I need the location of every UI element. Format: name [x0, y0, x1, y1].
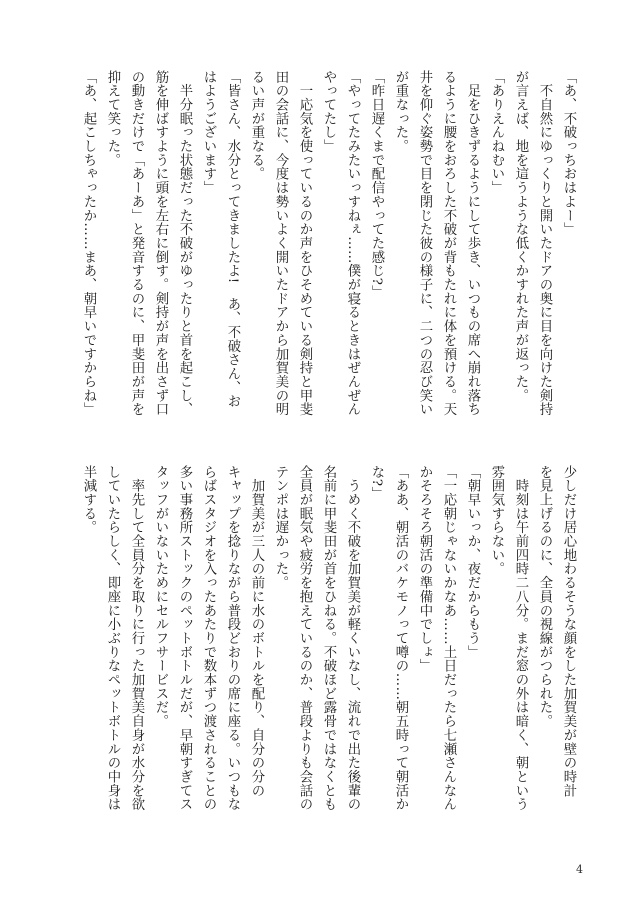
text-column: 「皆さん、水分とってきましたよ! あ、不破さん、お	[225, 70, 240, 409]
text-column: テンポは遅かった。	[273, 465, 288, 590]
text-column: 半減する。	[81, 465, 96, 535]
text-column: キャップを捻りながら普段どおりの席に座る。いつもな	[225, 465, 240, 812]
text-column: が重なった。	[393, 70, 408, 154]
text-column: 「あ、起こしちゃったか……まあ、朝早いですからね」	[81, 70, 96, 417]
text-column: 時刻は午前四時二八分。まだ窓の外は暗く、朝という	[513, 465, 528, 812]
text-column: 一応気を使っているのか声をひそめている剣持と甲斐	[297, 70, 312, 417]
text-column: るように腰をおろした不破が背もたれに体を預ける。天	[441, 70, 456, 417]
text-column: 「ありえんねむい」	[489, 70, 504, 195]
text-column: かそろそろ朝活の準備中でしょ」	[417, 465, 432, 673]
text-column: な?」	[369, 465, 384, 501]
text-column: の動きだけで「あーあ」と発音するのに、甲斐田が声を	[129, 70, 144, 417]
text-column: うめく不破を加賀美が軽くいなし、流れで出た後輩の	[345, 465, 360, 812]
text-column: 名前に甲斐田が首をひねる。不破ほど露骨ではなくとも	[321, 465, 336, 812]
text-column: 雰囲気すらない。	[489, 465, 504, 576]
bottom-text-block	[70, 465, 580, 845]
text-column: 抑えて笑った。	[105, 70, 120, 167]
page-number: 4	[576, 863, 583, 876]
text-column: 「一応朝じゃないかなあ……土日だったら七瀬さんなん	[441, 465, 456, 812]
text-column: 率先して全員分を取りに行った加賀美自身が水分を欲	[129, 465, 144, 812]
text-column: が言えば、地を這うような低くかすれた声が返った。	[513, 70, 528, 403]
text-column: を見上げるのに、全員の視線がつられた。	[537, 465, 552, 729]
text-column: やってたし」	[321, 70, 336, 154]
text-column: 筋を伸ばすように頭を左右に倒す。剣持が声を出さず口	[153, 70, 168, 417]
text-column: 少しだけ居心地わるそうな顔をした加賀美が壁の時計	[561, 465, 576, 798]
text-column: 「やってたみたいっすねぇ……僕が寝るときはぜんぜん	[345, 70, 360, 417]
text-column: らばスタジオを入ったあたりで数本ずつ渡されることの	[201, 465, 216, 812]
text-column: 半分眠った状態だった不破がゆったりと首を起こし、	[177, 70, 192, 417]
top-text-block	[70, 70, 580, 440]
text-column: 「昨日遅くまで配信やってた感じ?」	[369, 70, 384, 300]
text-column: 井を仰ぐ姿勢で目を閉じた彼の様子に、二つの忍び笑い	[417, 70, 432, 417]
text-column: 不自然にゆっくりと開いたドアの奥に目を向けた剣持	[537, 70, 552, 417]
text-column: 全員が眠気や疲労を抱えているのか、普段よりも会話の	[297, 465, 312, 812]
text-column: はようございます」	[201, 70, 216, 195]
text-column: 足をひきずるようにして歩き、いつもの席へ崩れ落ち	[465, 70, 480, 417]
text-column: 「あ、不破っちおはよー」	[561, 70, 576, 237]
text-column: 多い事務所ストックのペットボトルだが、早朝すぎてス	[177, 465, 192, 812]
text-column: 「朝早いっか、夜だからもう」	[465, 465, 480, 659]
text-column: 田の会話に、今度は勢いよく開いたドアから加賀美の明	[273, 70, 288, 417]
text-column: していたらしく、即座に小ぶりなペットボトルの中身は	[105, 465, 120, 812]
text-column: 「ああ、朝活のバケモノって噂の……朝五時って朝活か	[393, 465, 408, 812]
text-column: 加賀美が三人の前に水のボトルを配り、自分の分の	[249, 465, 264, 798]
text-column: タッフがいないためにセルフサービスだ。	[153, 465, 168, 729]
text-column: るい声が重なる。	[249, 70, 264, 181]
